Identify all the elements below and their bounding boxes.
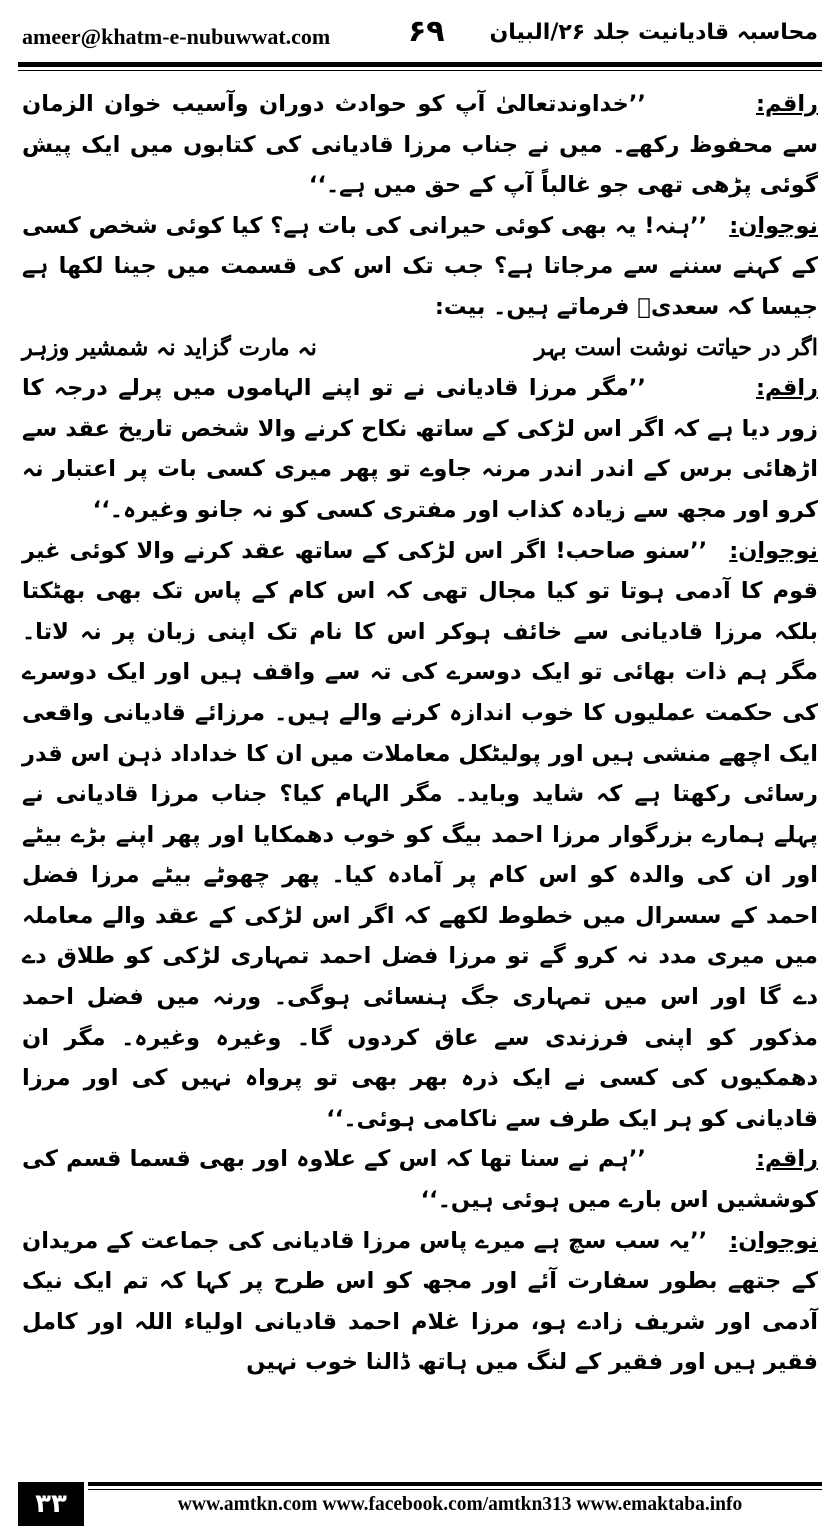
footer-rule [88, 1482, 822, 1486]
speaker-label: راقم: [755, 375, 818, 402]
speaker-label: نوجوان: [729, 1227, 818, 1254]
footer-links: www.amtkn.com www.facebook.com/amtkn313 www.emaktaba.info [177, 1494, 743, 1515]
paragraph [22, 1139, 818, 1220]
paragraph-text: ’’یہ سب سچ ہے میرے پاس مرزا قادیانی کی جماعت کے مریدان کے جتھے بطور سفارت آئے اور مجھ کو اس طرح پر کہا کہ تم ایک نیک آدمی اور شریف زادے ہو، مرزا غلام احمد قادیانی اولیاء اللہ اور کامل فقیر ہیں اور فقیر کے لنگ میں ہاتھ ڈالنا خوب نہیں [22, 1227, 818, 1376]
speaker-label: نوجوان: [729, 212, 818, 239]
paragraph-text: ’’ہنہ! یہ بھی کوئی حیرانی کی بات ہے؟ کیا کوئی شخص کسی کے کہنے سننے سے مرجاتا ہے؟ جب تک اس کی قسمت میں جینا لکھا ہے جیسا کہ سعدیؒ فرماتے ہیں۔ بیت: [22, 212, 818, 320]
paragraph [22, 206, 818, 328]
footer-rule-thin [88, 1489, 822, 1490]
paragraph-text: ’’سنو صاحب! اگر اس لڑکی کے ساتھ عقد کرنے والا کوئی غیر قوم کا آدمی ہوتا تو کیا مجال تھی کہ اس کام کے پاس تک بھی بھٹکتا بلکہ مرزا قادیانی سے خائف ہوکر اس کا نام تک اپنی زبان پر نہ لاتا۔ مگر ہم ذات بھائی تو ایک دوسرے کی تہ سے واقف ہیں اور ایک دوسرے کی حکمت عملیوں کا خوب اندازہ کرنے والے ہیں۔ مرزائے قادیانی واقعی ایک اچھے منشی ہیں اور پولیٹکل معاملات میں ان کا خداداد ذہن اس قدر رسائی رکھتا ہے کہ شاید وباید۔ مگر الہام کیا؟ جناب مرزا قادیانی نے پہلے ہمارے بزرگوار مرزا احمد بیگ کو خوب دھمکایا اور پھر اپنے بڑے بیٹے اور ان کی والدہ کو اس کام پر آمادہ کیا۔ پھر چھوٹے بیٹے مرزا فضل احمد کے سسرال میں خطوط لکھے کہ اگر اس لڑکی کے عقد والے معاملہ میں میری مدد نہ کرو گے تو مرزا فضل احمد تمہاری لڑکی کو طلاق دے دے گا اور اس میں تمہاری جگ ہنسائی ہوگی۔ ورنہ میں فضل احمد مذکور کو اپنی فرزندی سے عاق کردوں گا۔ وغیرہ وغیرہ۔ مگر ان دھمکیوں کی کسی نے ایک ذرہ بھر بھی تو پرواہ نہیں کی اور مرزا قادیانی کو ہر ایک طرف سے ناکامی ہوئی۔‘‘ [22, 537, 818, 1132]
paragraph [22, 368, 818, 530]
header-email: ameer@khatm-e-nubuwwat.com [22, 24, 331, 49]
paragraph-text: ’’مگر مرزا قادیانی نے تو اپنے الہاموں میں پرلے درجہ کا زور دیا ہے کہ اگر اس لڑکی کے ساتھ نکاح کرنے والا شخص تاریخ عقد سے اڑھائی برس کے اندر اندر مرنہ جاوے تو پھر میری کسی بات پر اعتبار نہ کرو اور مجھ سے زیادہ کذاب اور مفتری کسی کو نہ جانو وغیرہ۔‘‘ [22, 375, 818, 523]
persian-couplet [22, 328, 818, 369]
header-rule-thin [18, 70, 822, 71]
paragraph [22, 531, 818, 1140]
header-page-number: ۶۹ [408, 14, 445, 49]
speaker-label: راقم: [755, 1146, 818, 1173]
page-header [18, 14, 822, 58]
speaker-label: راقم: [755, 91, 818, 117]
body-text [22, 84, 818, 1383]
paragraph-text: ’’ہم نے سنا تھا کہ اس کے علاوہ اور بھی قسما قسم کی کوششیں اس بارے میں ہوئی ہیں۔‘‘ [22, 1146, 818, 1214]
paragraph [22, 84, 818, 206]
header-rule [18, 62, 822, 67]
footer-page-number: ۳۳ [18, 1482, 84, 1526]
header-book-title: محاسبہ قادیانیت جلد ۲۶/البیان [489, 20, 818, 45]
speaker-label: نوجوان: [729, 537, 818, 564]
couplet-second-hemistich: نہ مارت گزاید نہ شمشیر وزہر [22, 334, 317, 361]
page-footer [18, 1482, 822, 1532]
paragraph-text: ’’خداوندتعالیٰ آپ کو حوادث دوران وآسیب خوان الزمان سے محفوظ رکھے۔ میں نے جناب مرزا قادیانی کی کتابوں میں ایک پیش گوئی پڑھی تھی جو غالباً آپ کے حق میں ہے۔‘‘ [22, 91, 818, 199]
paragraph [22, 1221, 818, 1383]
couplet-first-hemistich: اگر در حیاتت نوشت است بہر [534, 334, 818, 361]
